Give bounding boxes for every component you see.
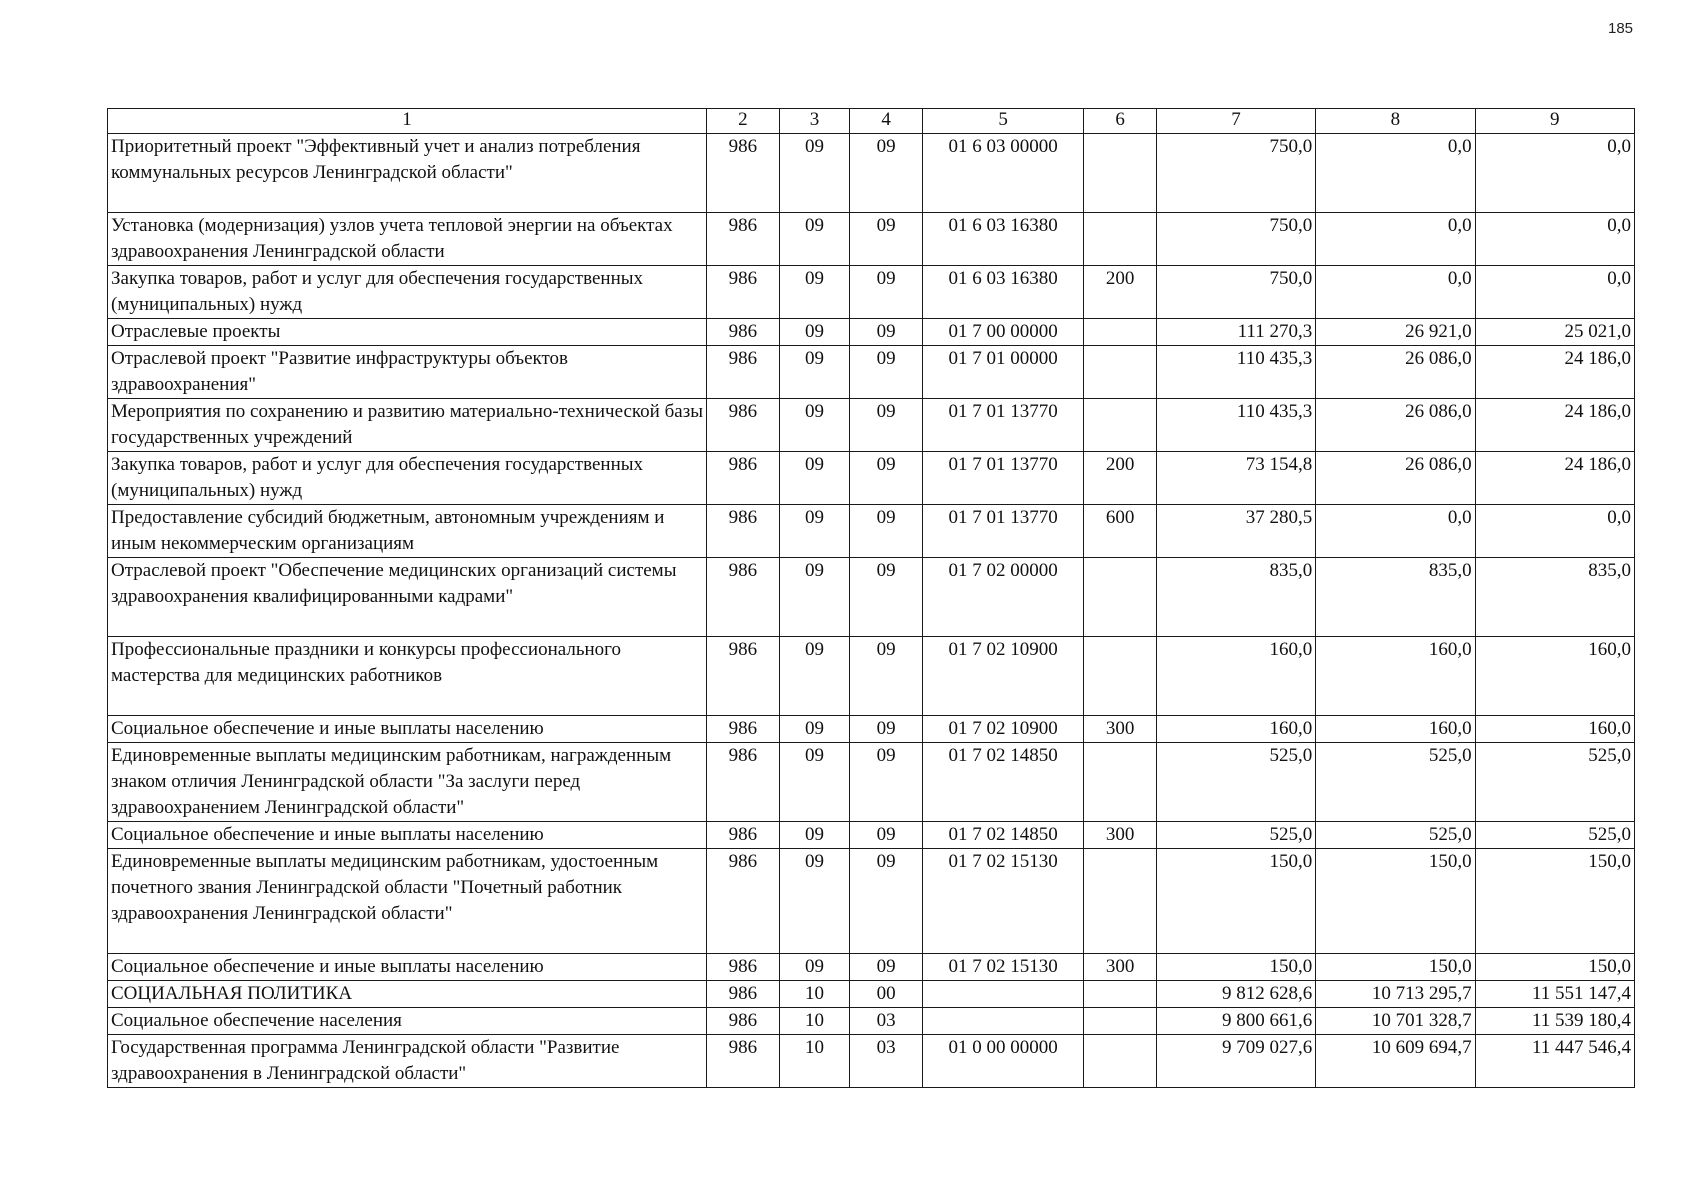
cell-target-article: 01 7 02 15130 <box>922 849 1083 954</box>
cell-amount-col7: 150,0 <box>1156 954 1315 981</box>
page-number: 185 <box>1608 20 1634 37</box>
cell-amount-col9: 835,0 <box>1475 558 1634 637</box>
row-name: Социальное обеспечение и иные выплаты населению <box>108 716 707 743</box>
cell-target-article: 01 7 02 14850 <box>922 822 1083 849</box>
cell-expense-type <box>1084 849 1157 954</box>
cell-amount-col9: 0,0 <box>1475 266 1634 319</box>
cell-amount-col8: 0,0 <box>1316 505 1475 558</box>
cell-amount-col9: 11 551 147,4 <box>1475 981 1634 1008</box>
cell-amount-col7: 111 270,3 <box>1156 319 1315 346</box>
cell-section: 09 <box>779 505 850 558</box>
cell-subsection: 09 <box>850 134 923 213</box>
cell-subsection: 09 <box>850 266 923 319</box>
cell-admin-code: 986 <box>707 319 780 346</box>
cell-target-article <box>922 981 1083 1008</box>
cell-amount-col9: 25 021,0 <box>1475 319 1634 346</box>
cell-section: 09 <box>779 558 850 637</box>
cell-amount-col8: 160,0 <box>1316 716 1475 743</box>
cell-amount-col9: 150,0 <box>1475 954 1634 981</box>
cell-expense-type: 600 <box>1084 505 1157 558</box>
cell-amount-col8: 0,0 <box>1316 266 1475 319</box>
cell-expense-type <box>1084 743 1157 822</box>
cell-amount-col8: 10 609 694,7 <box>1316 1035 1475 1088</box>
cell-admin-code: 986 <box>707 822 780 849</box>
cell-amount-col7: 160,0 <box>1156 637 1315 716</box>
cell-subsection: 09 <box>850 849 923 954</box>
cell-admin-code: 986 <box>707 1008 780 1035</box>
cell-section: 09 <box>779 849 850 954</box>
cell-amount-col8: 26 086,0 <box>1316 346 1475 399</box>
table-row <box>108 716 1635 743</box>
cell-target-article: 01 7 01 13770 <box>922 399 1083 452</box>
cell-expense-type <box>1084 637 1157 716</box>
row-name: Единовременные выплаты медицинским работникам, награжденным знаком отличия Ленинградской области "За заслуги перед здравоохранением Ленинградской области" <box>108 743 707 822</box>
cell-amount-col9: 11 447 546,4 <box>1475 1035 1634 1088</box>
cell-amount-col7: 525,0 <box>1156 743 1315 822</box>
cell-amount-col7: 9 709 027,6 <box>1156 1035 1315 1088</box>
cell-target-article: 01 7 02 14850 <box>922 743 1083 822</box>
cell-admin-code: 986 <box>707 558 780 637</box>
table-row <box>108 1035 1635 1088</box>
cell-amount-col9: 24 186,0 <box>1475 399 1634 452</box>
cell-amount-col9: 525,0 <box>1475 822 1634 849</box>
cell-amount-col9: 150,0 <box>1475 849 1634 954</box>
cell-admin-code: 986 <box>707 954 780 981</box>
cell-expense-type: 300 <box>1084 716 1157 743</box>
cell-admin-code: 986 <box>707 849 780 954</box>
cell-amount-col7: 110 435,3 <box>1156 399 1315 452</box>
budget-table <box>107 108 1635 1088</box>
row-name: Отраслевой проект "Развитие инфраструктуры объектов здравоохранения" <box>108 346 707 399</box>
cell-amount-col9: 160,0 <box>1475 716 1634 743</box>
column-header: 4 <box>850 109 923 134</box>
cell-subsection: 09 <box>850 505 923 558</box>
cell-section: 10 <box>779 1008 850 1035</box>
cell-amount-col7: 750,0 <box>1156 134 1315 213</box>
row-name: Социальное обеспечение населения <box>108 1008 707 1035</box>
cell-section: 09 <box>779 319 850 346</box>
cell-target-article: 01 6 03 00000 <box>922 134 1083 213</box>
cell-target-article: 01 0 00 00000 <box>922 1035 1083 1088</box>
cell-target-article: 01 7 02 10900 <box>922 637 1083 716</box>
table-row <box>108 452 1635 505</box>
cell-target-article: 01 7 01 00000 <box>922 346 1083 399</box>
cell-section: 10 <box>779 981 850 1008</box>
table-row <box>108 1008 1635 1035</box>
cell-amount-col9: 0,0 <box>1475 213 1634 266</box>
table-row <box>108 399 1635 452</box>
table-row <box>108 981 1635 1008</box>
cell-section: 09 <box>779 822 850 849</box>
cell-amount-col8: 10 701 328,7 <box>1316 1008 1475 1035</box>
cell-amount-col7: 750,0 <box>1156 266 1315 319</box>
cell-admin-code: 986 <box>707 346 780 399</box>
column-header: 6 <box>1084 109 1157 134</box>
row-name: Государственная программа Ленинградской области "Развитие здравоохранения в Ленинградской области" <box>108 1035 707 1088</box>
cell-section: 09 <box>779 716 850 743</box>
table-row <box>108 822 1635 849</box>
cell-target-article: 01 7 02 15130 <box>922 954 1083 981</box>
cell-expense-type: 300 <box>1084 822 1157 849</box>
cell-expense-type: 200 <box>1084 452 1157 505</box>
row-name: Отраслевые проекты <box>108 319 707 346</box>
row-name: Закупка товаров, работ и услуг для обеспечения государственных (муниципальных) нужд <box>108 452 707 505</box>
table-row <box>108 213 1635 266</box>
table-row <box>108 505 1635 558</box>
cell-expense-type <box>1084 399 1157 452</box>
row-name: Социальное обеспечение и иные выплаты населению <box>108 954 707 981</box>
cell-admin-code: 986 <box>707 134 780 213</box>
cell-amount-col8: 835,0 <box>1316 558 1475 637</box>
cell-amount-col7: 160,0 <box>1156 716 1315 743</box>
cell-section: 09 <box>779 743 850 822</box>
cell-subsection: 09 <box>850 452 923 505</box>
cell-section: 09 <box>779 266 850 319</box>
cell-admin-code: 986 <box>707 505 780 558</box>
cell-admin-code: 986 <box>707 452 780 505</box>
cell-amount-col7: 835,0 <box>1156 558 1315 637</box>
column-header: 5 <box>922 109 1083 134</box>
cell-target-article: 01 6 03 16380 <box>922 266 1083 319</box>
column-header: 9 <box>1475 109 1634 134</box>
table-row <box>108 954 1635 981</box>
cell-amount-col9: 0,0 <box>1475 134 1634 213</box>
row-name: Профессиональные праздники и конкурсы профессионального мастерства для медицинских работников <box>108 637 707 716</box>
table-row <box>108 558 1635 637</box>
row-name: Предоставление субсидий бюджетным, автономным учреждениям и иным некоммерческим организациям <box>108 505 707 558</box>
cell-admin-code: 986 <box>707 743 780 822</box>
cell-amount-col9: 525,0 <box>1475 743 1634 822</box>
cell-target-article: 01 6 03 16380 <box>922 213 1083 266</box>
cell-amount-col7: 750,0 <box>1156 213 1315 266</box>
cell-admin-code: 986 <box>707 716 780 743</box>
cell-expense-type <box>1084 346 1157 399</box>
column-header: 3 <box>779 109 850 134</box>
table-header-row <box>108 109 1635 134</box>
cell-section: 09 <box>779 637 850 716</box>
cell-amount-col7: 110 435,3 <box>1156 346 1315 399</box>
table-row <box>108 743 1635 822</box>
row-name: Отраслевой проект "Обеспечение медицинских организаций системы здравоохранения квалифицированными кадрами" <box>108 558 707 637</box>
cell-target-article: 01 7 02 00000 <box>922 558 1083 637</box>
table-row <box>108 266 1635 319</box>
cell-target-article: 01 7 01 13770 <box>922 505 1083 558</box>
cell-amount-col9: 24 186,0 <box>1475 452 1634 505</box>
table-row <box>108 134 1635 213</box>
cell-expense-type <box>1084 213 1157 266</box>
row-name: Установка (модернизация) узлов учета тепловой энергии на объектах здравоохранения Ленинградской области <box>108 213 707 266</box>
cell-subsection: 09 <box>850 637 923 716</box>
cell-subsection: 09 <box>850 213 923 266</box>
cell-amount-col8: 26 921,0 <box>1316 319 1475 346</box>
row-name: Закупка товаров, работ и услуг для обеспечения государственных (муниципальных) нужд <box>108 266 707 319</box>
column-header: 7 <box>1156 109 1315 134</box>
cell-amount-col9: 160,0 <box>1475 637 1634 716</box>
cell-expense-type <box>1084 134 1157 213</box>
row-name: Единовременные выплаты медицинским работникам, удостоенным почетного звания Ленинградской области "Почетный работник здравоохранения Ленинградской области" <box>108 849 707 954</box>
cell-expense-type <box>1084 319 1157 346</box>
cell-subsection: 09 <box>850 558 923 637</box>
cell-amount-col8: 150,0 <box>1316 849 1475 954</box>
cell-amount-col8: 26 086,0 <box>1316 452 1475 505</box>
row-name: Социальное обеспечение и иные выплаты населению <box>108 822 707 849</box>
cell-subsection: 09 <box>850 954 923 981</box>
cell-subsection: 09 <box>850 743 923 822</box>
cell-amount-col8: 525,0 <box>1316 743 1475 822</box>
cell-amount-col8: 525,0 <box>1316 822 1475 849</box>
cell-amount-col8: 150,0 <box>1316 954 1475 981</box>
cell-amount-col8: 0,0 <box>1316 213 1475 266</box>
cell-expense-type <box>1084 558 1157 637</box>
table-row <box>108 346 1635 399</box>
cell-section: 09 <box>779 399 850 452</box>
table-row <box>108 637 1635 716</box>
cell-section: 09 <box>779 134 850 213</box>
cell-section: 09 <box>779 346 850 399</box>
row-name: Приоритетный проект "Эффективный учет и анализ потребления коммунальных ресурсов Ленинградской области" <box>108 134 707 213</box>
cell-amount-col7: 73 154,8 <box>1156 452 1315 505</box>
cell-amount-col8: 160,0 <box>1316 637 1475 716</box>
column-header: 8 <box>1316 109 1475 134</box>
cell-section: 09 <box>779 213 850 266</box>
cell-admin-code: 986 <box>707 213 780 266</box>
cell-target-article: 01 7 02 10900 <box>922 716 1083 743</box>
table-body <box>108 134 1635 1088</box>
cell-admin-code: 986 <box>707 399 780 452</box>
cell-amount-col9: 11 539 180,4 <box>1475 1008 1634 1035</box>
cell-amount-col9: 0,0 <box>1475 505 1634 558</box>
cell-section: 09 <box>779 452 850 505</box>
cell-amount-col8: 10 713 295,7 <box>1316 981 1475 1008</box>
cell-target-article: 01 7 01 13770 <box>922 452 1083 505</box>
row-name: Мероприятия по сохранению и развитию материально-технической базы государственных учреждений <box>108 399 707 452</box>
cell-section: 09 <box>779 954 850 981</box>
cell-amount-col7: 9 812 628,6 <box>1156 981 1315 1008</box>
cell-amount-col7: 37 280,5 <box>1156 505 1315 558</box>
cell-expense-type <box>1084 1008 1157 1035</box>
cell-amount-col7: 525,0 <box>1156 822 1315 849</box>
cell-amount-col7: 9 800 661,6 <box>1156 1008 1315 1035</box>
cell-amount-col8: 0,0 <box>1316 134 1475 213</box>
table-row <box>108 849 1635 954</box>
cell-admin-code: 986 <box>707 637 780 716</box>
cell-subsection: 09 <box>850 822 923 849</box>
table-row <box>108 319 1635 346</box>
column-header: 1 <box>108 109 707 134</box>
cell-subsection: 03 <box>850 1035 923 1088</box>
cell-subsection: 09 <box>850 716 923 743</box>
cell-subsection: 03 <box>850 1008 923 1035</box>
column-header: 2 <box>707 109 780 134</box>
cell-subsection: 09 <box>850 319 923 346</box>
cell-section: 10 <box>779 1035 850 1088</box>
cell-expense-type: 200 <box>1084 266 1157 319</box>
cell-amount-col9: 24 186,0 <box>1475 346 1634 399</box>
cell-amount-col7: 150,0 <box>1156 849 1315 954</box>
cell-admin-code: 986 <box>707 1035 780 1088</box>
cell-subsection: 00 <box>850 981 923 1008</box>
cell-expense-type <box>1084 981 1157 1008</box>
cell-expense-type: 300 <box>1084 954 1157 981</box>
cell-expense-type <box>1084 1035 1157 1088</box>
cell-target-article: 01 7 00 00000 <box>922 319 1083 346</box>
cell-target-article <box>922 1008 1083 1035</box>
cell-amount-col8: 26 086,0 <box>1316 399 1475 452</box>
cell-admin-code: 986 <box>707 981 780 1008</box>
cell-subsection: 09 <box>850 399 923 452</box>
cell-subsection: 09 <box>850 346 923 399</box>
cell-admin-code: 986 <box>707 266 780 319</box>
row-name: СОЦИАЛЬНАЯ ПОЛИТИКА <box>108 981 707 1008</box>
